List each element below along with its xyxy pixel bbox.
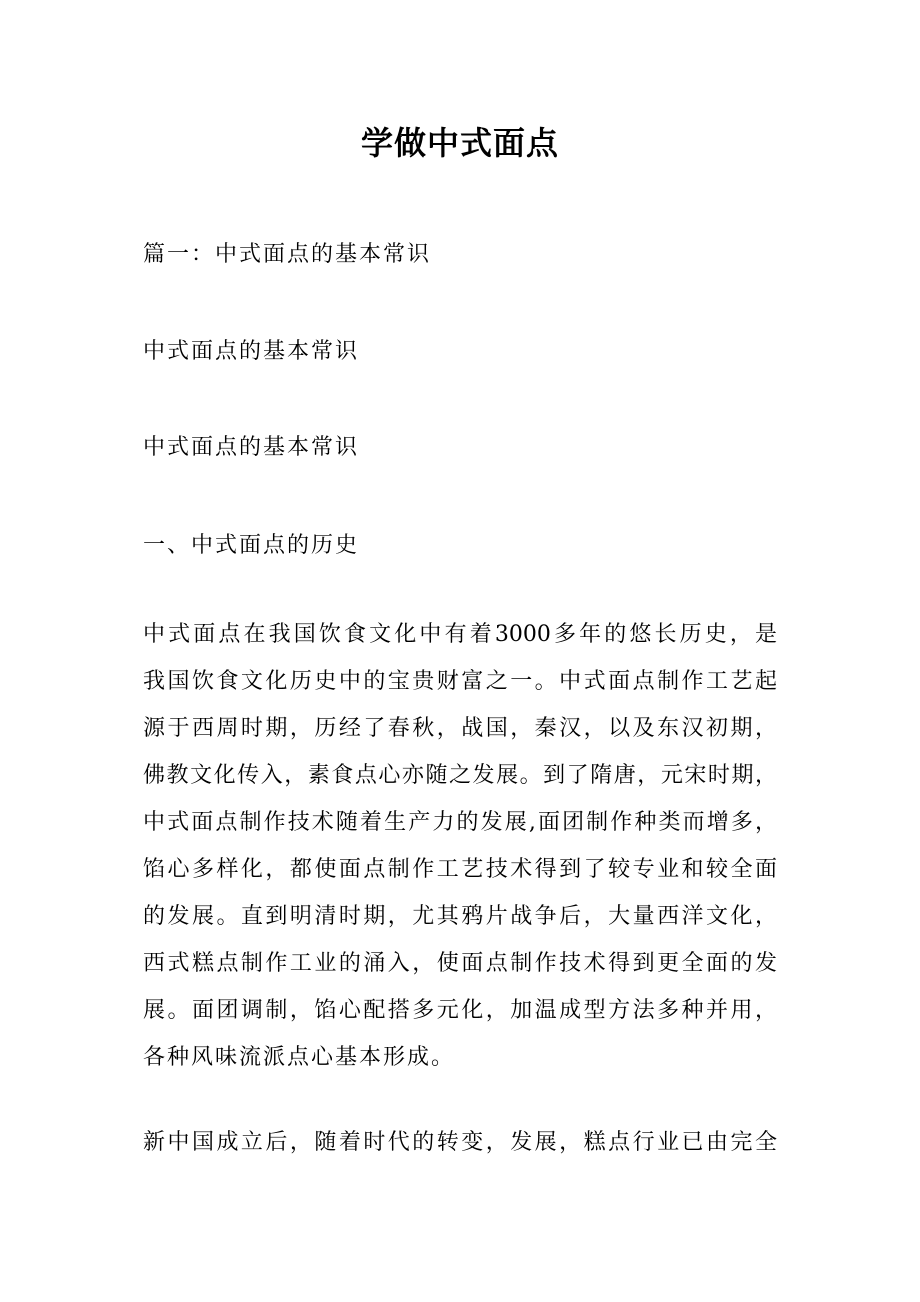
- paragraph-line: 的发展。直到明清时期，尤其鸦片战争后，大量西洋文化，: [143, 904, 777, 929]
- section-heading: 篇一：中式面点的基本常识: [143, 242, 432, 267]
- paragraph-line: 源于西周时期，历经了春秋，战国，秦汉，以及东汉初期，: [143, 716, 777, 741]
- paragraph-line: 馅心多样化，都使面点制作工艺技术得到了较专业和较全面: [143, 857, 777, 882]
- paragraph-line: 展。面团调制，馅心配搭多元化，加温成型方法多种并用，: [143, 998, 777, 1023]
- paragraph-line: 中式面点制作技术随着生产力的发展,面团制作种类而增多，: [143, 810, 777, 835]
- paragraph-line: 我国饮食文化历史中的宝贵财富之一。中式面点制作工艺起: [143, 669, 777, 694]
- paragraph-line: 中式面点在我国饮食文化中有着3000多年的悠长历史，是: [143, 622, 777, 647]
- paragraph-line: 佛教文化传入，素食点心亦随之发展。到了隋唐，元宋时期，: [143, 763, 777, 788]
- paragraph-line: 新中国成立后，随着时代的转变，发展，糕点行业已由完全: [143, 1130, 777, 1155]
- subheading: 中式面点的基本常识: [143, 435, 360, 460]
- paragraph-line: 各种风味流派点心基本形成。: [143, 1045, 456, 1070]
- paragraph-line: 西式糕点制作工业的涌入，使面点制作技术得到更全面的发: [143, 951, 777, 976]
- subheading: 中式面点的基本常识: [143, 339, 360, 364]
- document-title: 学做中式面点: [360, 124, 559, 162]
- subheading-history: 一、中式面点的历史: [143, 533, 360, 558]
